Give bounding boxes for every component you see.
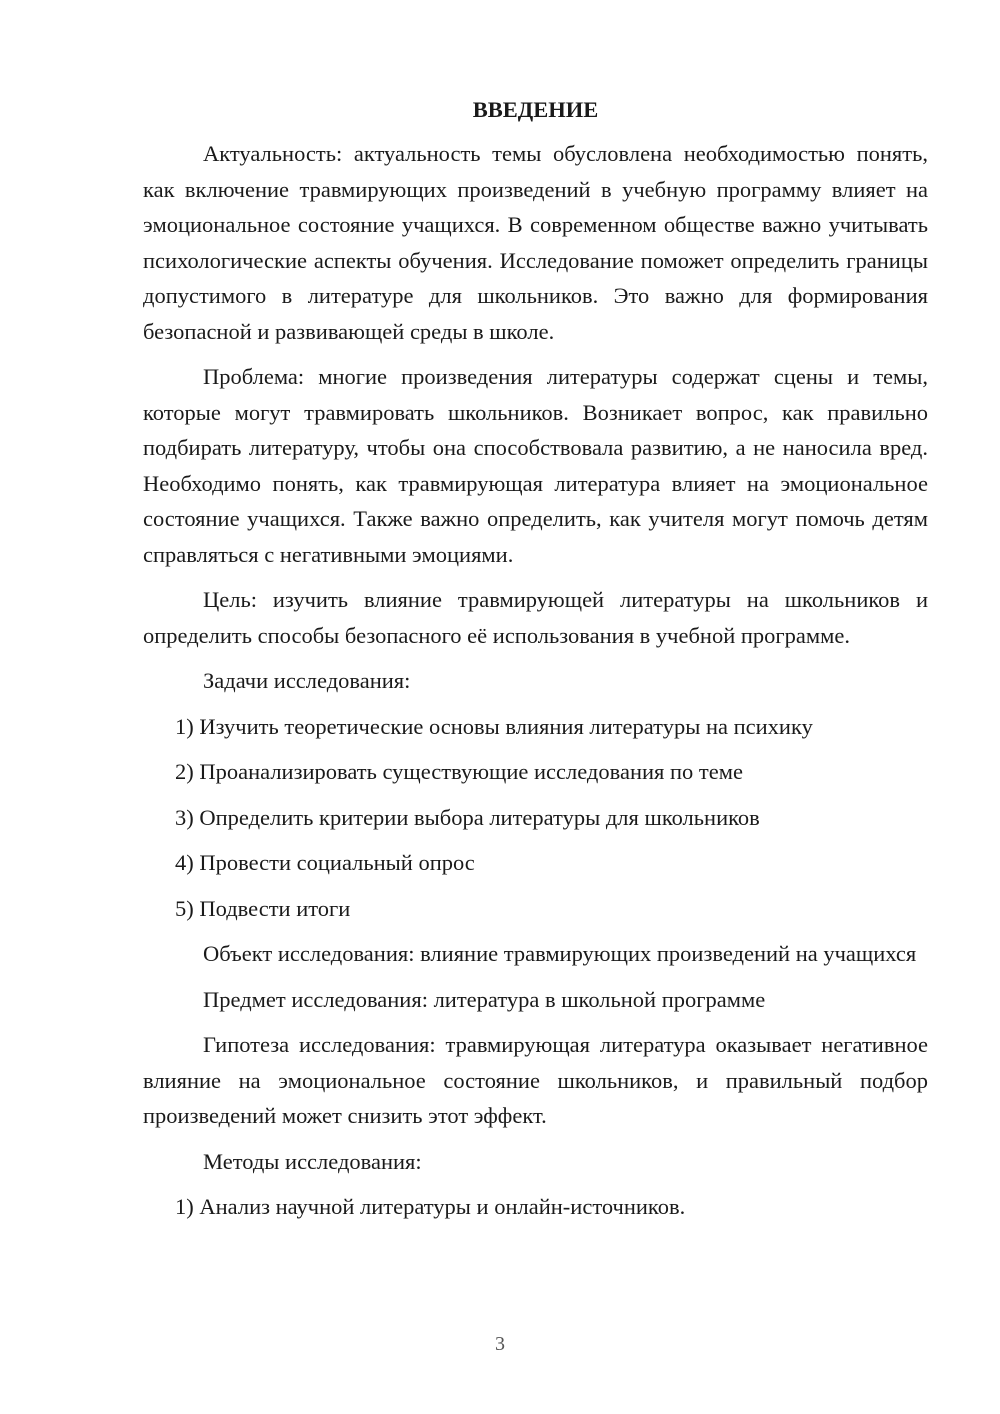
- section-title: ВВЕДЕНИЕ: [472, 97, 599, 122]
- subject-paragraph: Предмет исследования: литература в школьной программе: [203, 986, 766, 1012]
- list-item: 1) Изучить теоретические основы влияния литературы на психику: [175, 713, 813, 739]
- tasks-heading: Задачи исследования:: [203, 668, 411, 693]
- list-item: 1) Анализ научной литературы и онлайн-источников.: [175, 1194, 686, 1219]
- list-item: 2) Проанализировать существующие исследования по теме: [175, 759, 743, 784]
- relevance-paragraph: Актуальность: актуальность темы обусловлена необходимостью понять, как включение травмирующих произведений в учебную программу влияет на эмоциональное состояние учащихся. В современном обществе важно учитывать психологические аспекты обучения. Исследование поможет определить границы допустимого в литературе для школьников. Это важно для формирования безопасной и развивающей среды в школе.: [143, 141, 928, 344]
- tasks-list: [143, 709, 928, 927]
- list-item: 3) Определить критерии выбора литературы для школьников: [175, 804, 760, 830]
- page-number: 3: [495, 1333, 505, 1355]
- document-page: [143, 92, 928, 1235]
- problem-paragraph: Проблема: многие произведения литературы содержат сцены и темы, которые могут травмировать школьников. Возникает вопрос, как правильно подбирать литературу, чтобы она способствовала развитию, а не наносила вред. Необходимо понять, как травмирующая литература влияет на эмоциональное состояние учащихся. Также важно определить, как учителя могут помочь детям справляться с негативными эмоциями.: [143, 364, 928, 567]
- methods-heading: Методы исследования:: [203, 1148, 422, 1174]
- list-item: 5) Подвести итоги: [175, 895, 351, 921]
- object-paragraph: Объект исследования: влияние травмирующих произведений на учащихся: [203, 941, 917, 966]
- methods-list: [143, 1189, 928, 1225]
- list-item: 4) Провести социальный опрос: [175, 850, 475, 875]
- goal-paragraph: Цель: изучить влияние травмирующей литературы на школьников и определить способы безопасного её использования в учебной программе.: [143, 587, 928, 648]
- hypothesis-paragraph: Гипотеза исследования: травмирующая литература оказывает негативное влияние на эмоциональное состояние школьников, и правильный подбор произведений может снизить этот эффект.: [143, 1032, 928, 1128]
